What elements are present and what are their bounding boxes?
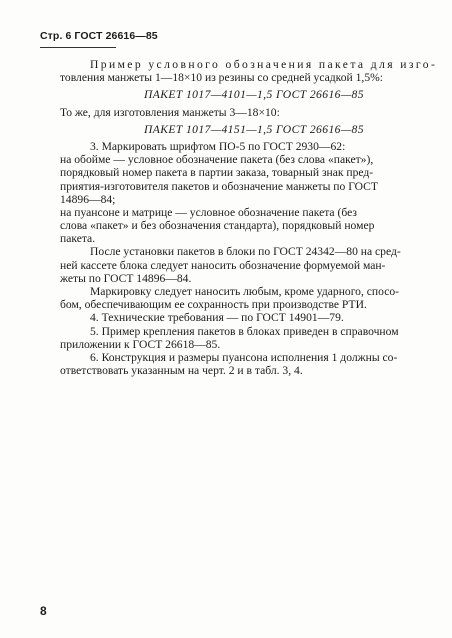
clause-4: 4. Технические требования — по ГОСТ 14901—79.	[90, 311, 344, 325]
header-rule	[40, 47, 116, 48]
text-line: на пуансоне и матрице — условное обозначение пакета (без	[60, 205, 357, 219]
clause-6: 6. Конструкция и размеры пуансона исполнения 1 должны со-	[90, 350, 398, 364]
text-line: товления манжеты 1—18×10 из резины со средней усадкой 1,5%:	[60, 71, 383, 85]
text-line: ней кассете блока следует наносить обозначение формуемой ман-	[60, 258, 386, 272]
text-line: порядковый номер пакета в партии заказа, товарный знак пред-	[60, 166, 374, 180]
text-line: 14896—84;	[60, 192, 116, 206]
text-line: приложении к ГОСТ 26618—85.	[60, 337, 221, 351]
text-line: жеты по ГОСТ 14896—84.	[60, 271, 192, 285]
page-number: 8	[40, 604, 47, 618]
text-line: бом, обеспечивающим ее сохранность при производстве РТИ.	[60, 298, 367, 312]
designation-line: ПАКЕТ 1017—4101—1,5 ГОСТ 26616—85	[144, 88, 364, 102]
text-line: После установки пакетов в блоки по ГОСТ 24342—80 на сред-	[90, 245, 401, 259]
text-line: ответствовать указанным на черт. 2 и в табл. 3, 4.	[60, 364, 303, 378]
page-header: Стр. 6 ГОСТ 26616—85	[40, 30, 158, 42]
text-line: Маркировку следует наносить любым, кроме ударного, спосо-	[90, 285, 400, 298]
text-line: приятия-изготовителя пакетов и обозначение манжеты по ГОСТ	[60, 179, 378, 193]
clause-5: 5. Пример крепления пакетов в блоках приведен в справочном	[90, 324, 399, 338]
clause-3-heading: 3. Маркировать шрифтом ПО-5 по ГОСТ 2930—62:	[90, 139, 346, 153]
text-line: на обойме — условное обозначение пакета (без слова «пакет»),	[60, 153, 374, 167]
text-line: слова «пакет» и без обозначения стандарта), порядковый номер	[60, 219, 375, 233]
text-line: Пример условного обозначения пакета для изго-	[90, 58, 438, 71]
text-line: То же, для изготовления манжеты 3—18×10:	[60, 105, 280, 119]
designation-line: ПАКЕТ 1017—4151—1,5 ГОСТ 26616—85	[144, 122, 364, 136]
text-line: пакета.	[60, 232, 96, 246]
document-body	[60, 58, 438, 378]
